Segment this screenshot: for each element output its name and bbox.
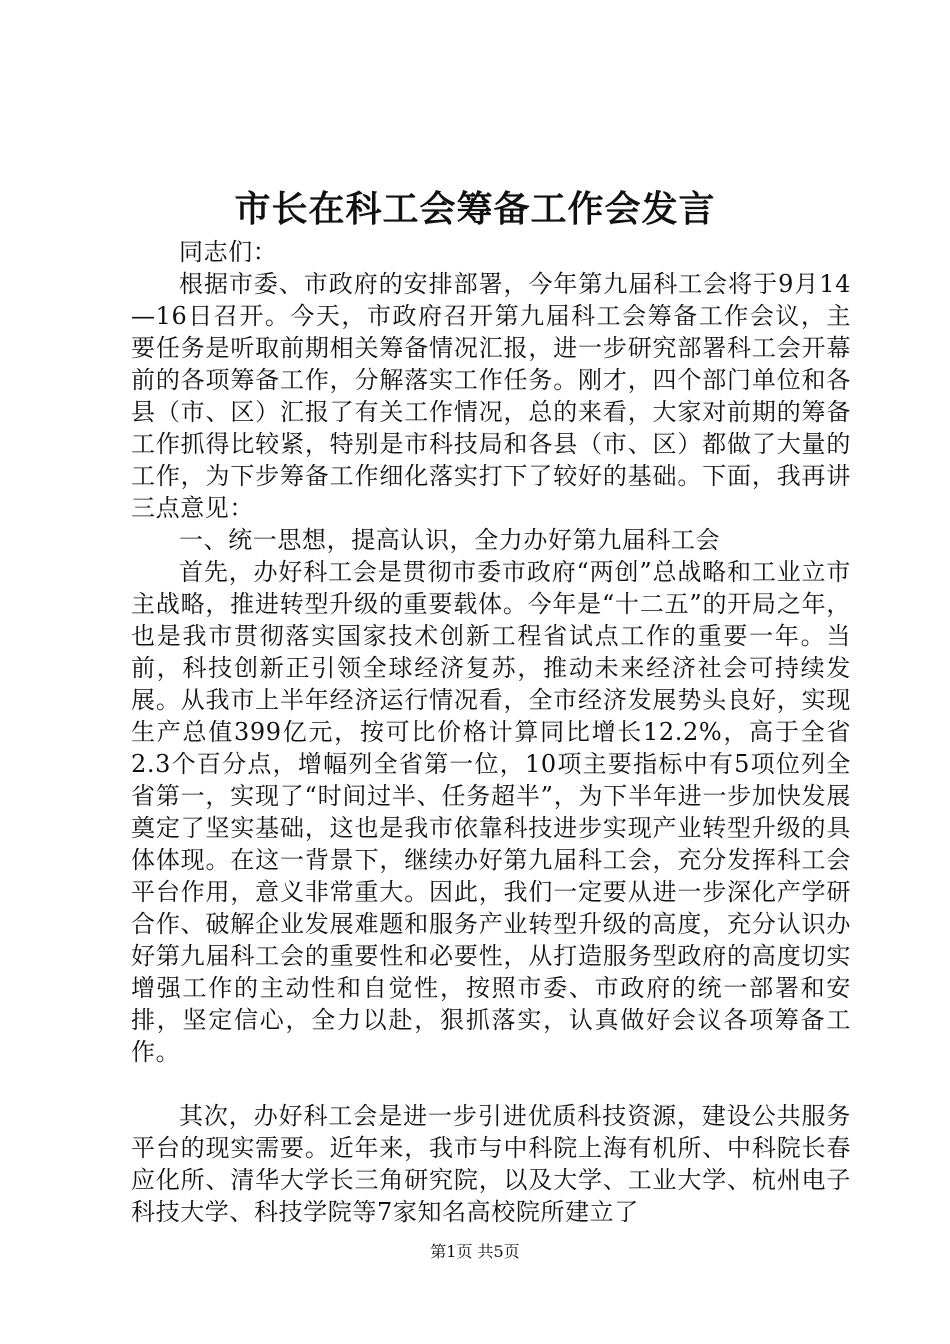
section-heading: 一、统一思想，提高认识，全力办好第九届科工会 [179, 526, 721, 554]
paragraph-intro: 根据市委、市政府的安排部署，今年第九届科工会将于9月14—16日召开。今天，市政府召开第九届科工会筹备工作会议，主要任务是听取前期相关筹备情况汇报，进一步研究部署科工会开幕前的各项筹备工作，分解落实工作任务。刚才，四个部门单位和各县（市、区）汇报了有关工作情况，总的来看，大家对前期的筹备工作抓得比较紧，特别是市科技局和各县（市、区）都做了大量的工作，为下步筹备工作细化落实打下了较好的基础。下面，我再讲三点意见： [131, 270, 851, 522]
paragraph-second-point: 其次，办好科工会是进一步引进优质科技资源，建设公共服务平台的现实需要。近年来，我市与中科院上海有机所、中科院长春应化所、清华大学长三角研究院，以及大学、工业大学、杭州电子科技大学、科技学院等7家知名高校院所建立了 [131, 1102, 851, 1226]
page-number-footer: 第1页 共5页 [430, 1242, 520, 1261]
document-title: 市长在科工会筹备工作会发言 [234, 188, 716, 230]
document-body [131, 236, 851, 1228]
paragraph-first-point: 首先，办好科工会是贯彻市委市政府“两创”总战略和工业立市主战略，推进转型升级的重要载体。今年是“十二五”的开局之年，也是我市贯彻落实国家技术创新工程省试点工作的重要一年。当前，科技创新正引领全球经济复苏，推动未来经济社会可持续发展。从我市上半年经济运行情况看，全市经济发展势头良好，实现生产总值399亿元，按可比价格计算同比增长12.2%，高于全省2.3个百分点，增幅列全省第一位，10项主要指标中有5项位列全省第一，实现了“时间过半、任务超半”，为下半年进一步加快发展奠定了坚实基础，这也是我市依靠科技进步实现产业转型升级的具体体现。在这一背景下，继续办好第九届科工会，充分发挥科工会平台作用，意义非常重大。因此，我们一定要从进一步深化产学研合作、破解企业发展难题和服务产业转型升级的高度，充分认识办好第九届科工会的重要性和必要性，从打造服务型政府的高度切实增强工作的主动性和自觉性，按照市委、市政府的统一部署和安排，坚定信心，全力以赴，狠抓落实，认真做好会议各项筹备工作。 [131, 558, 851, 1066]
salutation: 同志们： [179, 238, 278, 266]
